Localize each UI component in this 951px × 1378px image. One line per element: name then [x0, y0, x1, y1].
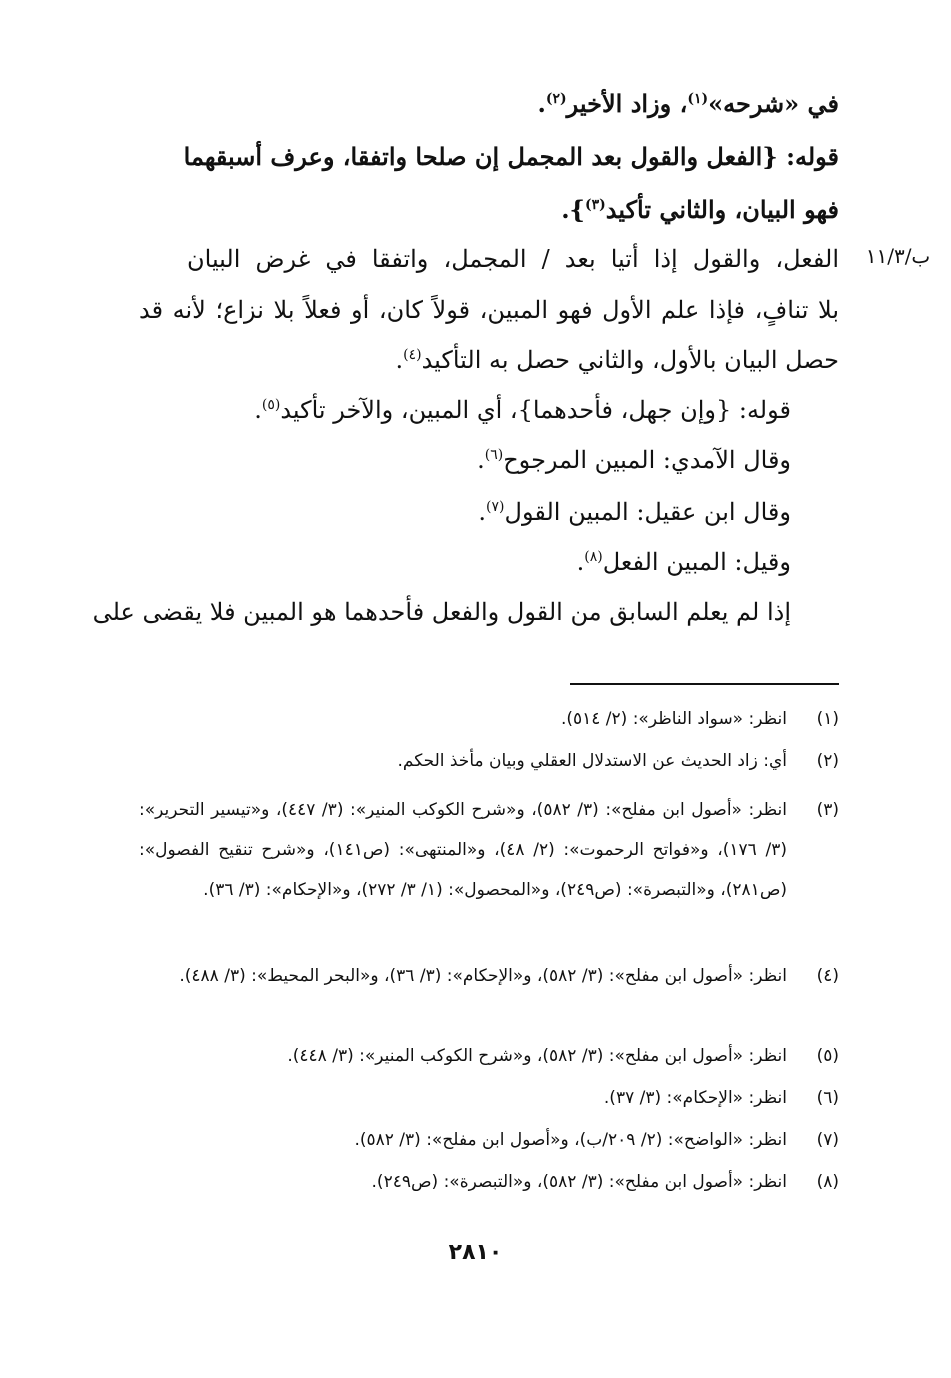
footnote-text: انظر: «الإحكام»: (٣/ ٣٧). — [603, 1088, 787, 1108]
body-line-9 — [141, 492, 791, 532]
footnote-ref: (٧) — [486, 499, 505, 515]
body-text: . — [254, 396, 262, 424]
margin-folio-note: ب/١١/٣ — [865, 244, 931, 268]
footnote-text: أي: زاد الحديث عن الاستدلال العقلي وبيان مأخذ الحكم. — [397, 751, 787, 771]
body-text: في «شرحه» — [708, 89, 839, 118]
body-text: وقال الآمدي: المبين المرجوح — [503, 446, 791, 474]
footnote-text: انظر: «أصول ابن مفلح»: (٣/ ٥٨٢)، و«شرح الكوكب المنير»: (٣/ ٤٤٨). — [287, 1046, 787, 1066]
footnote-7 — [139, 1127, 839, 1154]
footnote-3 — [139, 790, 839, 910]
body-line-5: بلا تنافٍ، فإذا علم الأول فهو المبين، قولاً كان، أو فعلاً بلا نزاع؛ لأنه قد — [139, 296, 839, 324]
footnote-number: (٢) — [816, 751, 839, 771]
body-text: . — [395, 346, 404, 374]
footnote-1 — [139, 706, 839, 733]
footnote-ref: (٥) — [261, 397, 281, 413]
body-text: وقال ابن عقيل: المبين القول — [504, 498, 791, 526]
footnote-number: (٨) — [816, 1172, 839, 1192]
footnote-ref: (٤) — [403, 347, 422, 363]
footnote-number: (٧) — [816, 1130, 839, 1150]
footnote-number: (٥) — [816, 1046, 839, 1066]
footnote-separator — [570, 683, 839, 685]
body-text: . — [537, 89, 546, 118]
footnote-number: (٣) — [816, 800, 839, 820]
footnote-8 — [139, 1169, 839, 1196]
body-line-11: إذا لم يعلم السابق من القول والفعل فأحدهما هو المبين فلا يقضى على — [92, 598, 791, 626]
body-line-3 — [139, 190, 839, 230]
footnote-ref: (٢) — [545, 91, 567, 107]
body-text: وقيل: المبين الفعل — [602, 548, 791, 576]
body-line-6 — [139, 340, 839, 380]
body-text: }. — [561, 195, 585, 224]
page-number: ٢٨١٠ — [448, 1240, 503, 1265]
footnote-5 — [139, 1043, 839, 1070]
body-line-1 — [139, 84, 839, 124]
body-text: قوله: {وإن جهل، فأحدهما}، أي المبين، والآخر تأكيد — [280, 396, 791, 424]
body-text: ، وزاد الأخير — [566, 89, 688, 118]
footnote-ref: (٦) — [484, 447, 504, 463]
body-text: حصل البيان بالأول، والثاني حصل به التأكيد — [421, 346, 839, 374]
footnote-text: انظر: «أصول ابن مفلح»: (٣/ ٥٨٢)، و«شرح الكوكب المنير»: (٣/ ٤٤٧)، و«تيسير التحرير»: (٣/ ١٧٦)، و«فواتح الرحموت»: (٢/ ٤٨)، و«المنتهى»: (ص١٤١)، و«شرح تنقيح الفصول»: (ص٢٨١)، و«التبصرة»: (ص٢٤٩)، و«المحصول»: (١/ ٣/ ٢٧٢)، و«الإحكام»: (٣/ ٣٦). — [139, 800, 788, 900]
footnote-ref: (١) — [687, 91, 709, 107]
footnote-text: انظر: «سواد الناظر»: (٢/ ٥١٤). — [560, 709, 787, 729]
footnote-4 — [139, 958, 839, 994]
body-text: فهو البيان، والثاني تأكيد — [605, 195, 839, 224]
body-text: . — [576, 548, 585, 576]
footnote-number: (٤) — [816, 966, 839, 986]
footnote-number: (١) — [816, 709, 839, 729]
footnote-2 — [139, 748, 839, 775]
footnote-text: انظر: «أصول ابن مفلح»: (٣/ ٥٨٢)، و«الإحكام»: (٣/ ٣٦)، و«البحر المحيط»: (٣/ ٤٨٨). — [179, 966, 787, 986]
body-line-10 — [141, 542, 791, 582]
footnote-6 — [139, 1085, 839, 1112]
footnote-text: انظر: «أصول ابن مفلح»: (٣/ ٥٨٢)، و«التبصرة»: (ص٢٤٩). — [371, 1172, 787, 1192]
body-text: . — [477, 446, 485, 474]
body-line-8 — [141, 440, 791, 480]
body-text: الفعل، والقول إذا أتيا بعد / المجمل، واتفقا في غرض البيان — [187, 245, 839, 273]
footnote-text: انظر: «الواضح»: (٢/ ٢٠٩/ب)، و«أصول ابن مفلح»: (٣/ ٥٨٢). — [354, 1130, 787, 1150]
body-text: . — [478, 498, 487, 526]
footnote-ref: (٨) — [584, 549, 603, 565]
body-line-4 — [187, 239, 839, 279]
footnote-ref: (٣) — [585, 197, 606, 213]
body-line-2: قوله: {الفعل والقول بعد المجمل إن صلحا واتفقا، وعرف أسبقهما — [183, 142, 839, 171]
footnote-number: (٦) — [816, 1088, 839, 1108]
body-line-7 — [141, 390, 791, 430]
